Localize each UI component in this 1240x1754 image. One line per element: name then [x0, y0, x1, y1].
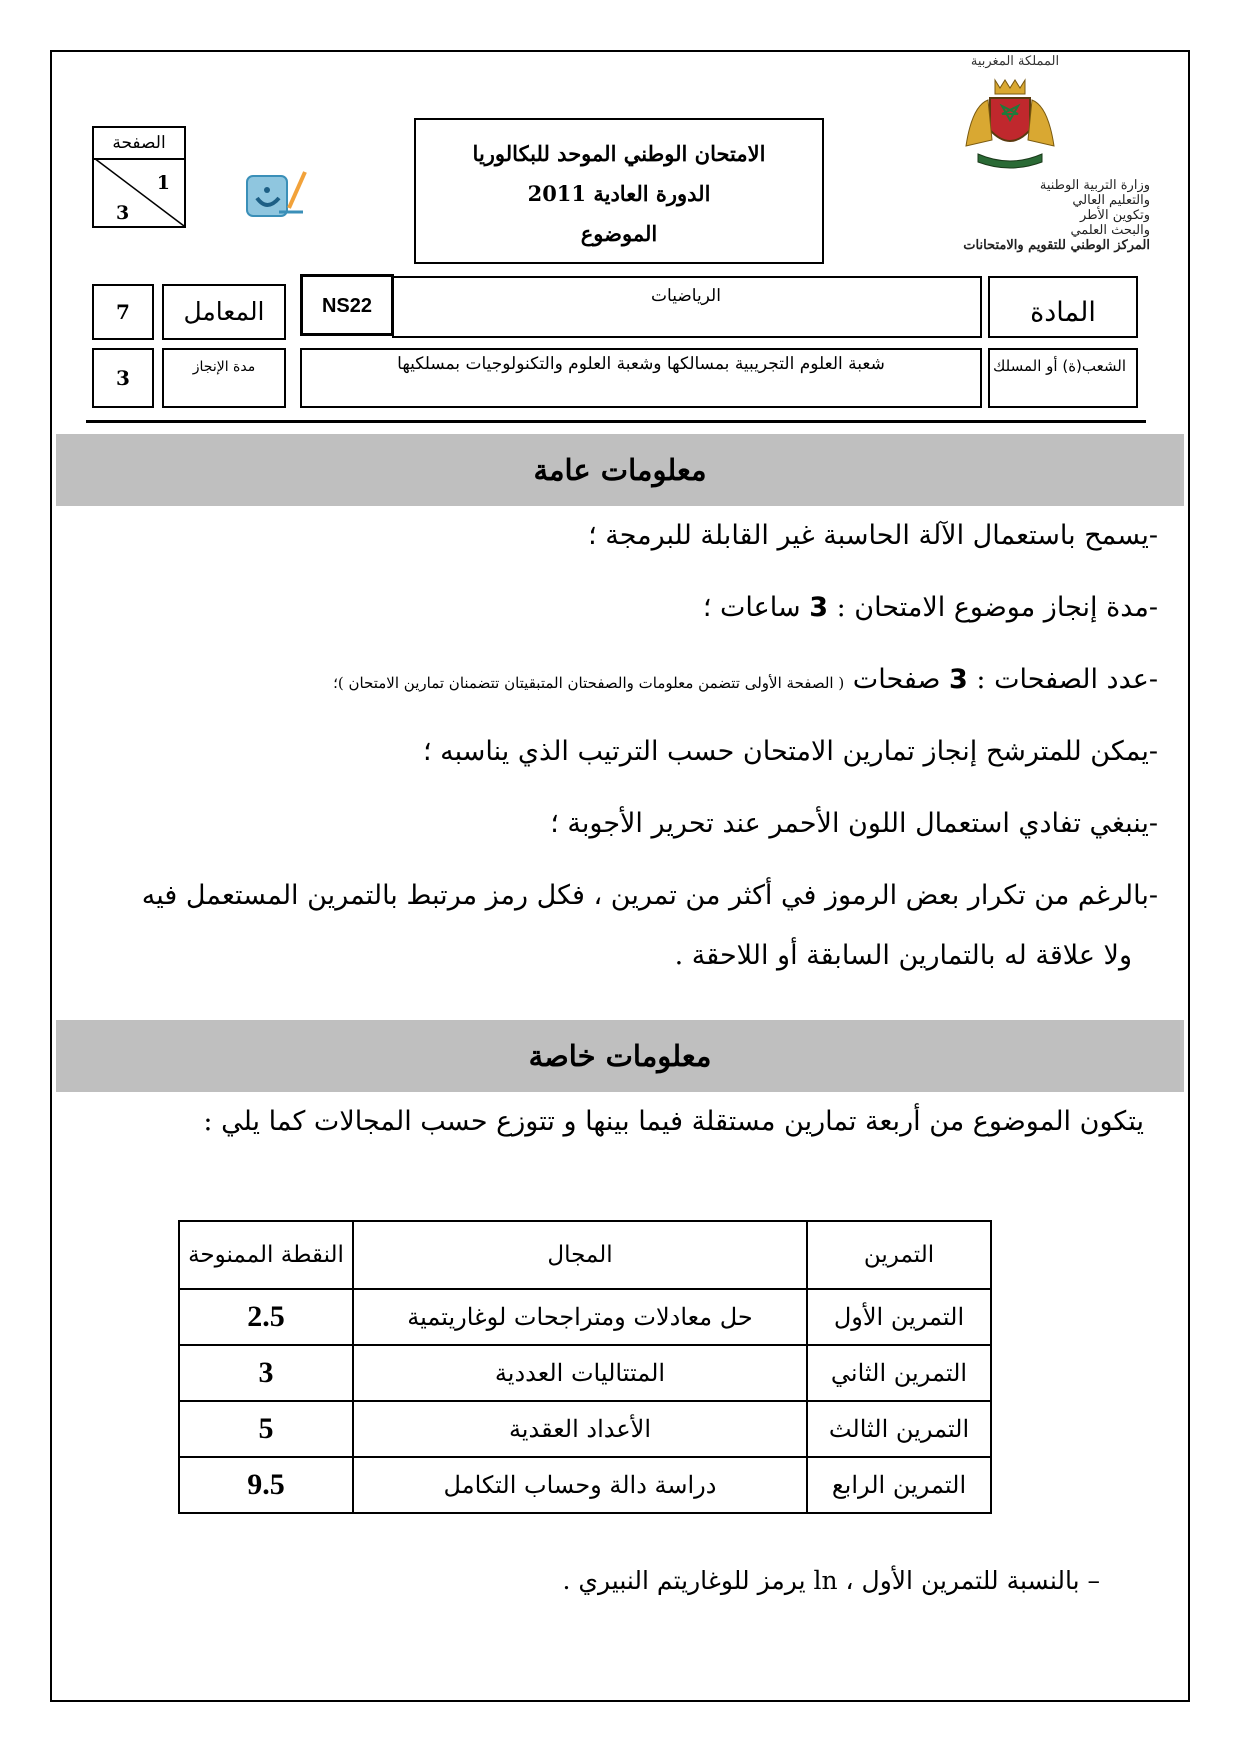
- special-info-heading: معلومات خاصة: [56, 1020, 1184, 1092]
- exercise-name: التمرين الأول: [807, 1289, 991, 1345]
- table-row: [179, 1457, 991, 1513]
- page-total: 3: [116, 202, 130, 224]
- item-text: -عدد الصفحات :: [967, 664, 1158, 695]
- diagonal-divider: [94, 158, 184, 226]
- exam-title-box: [414, 118, 824, 264]
- exam-title: الامتحان الوطني الموحد للبكالوريا: [472, 141, 766, 166]
- general-info-heading: معلومات عامة: [56, 434, 1184, 506]
- special-info-intro: يتكون الموضوع من أربعة تمارين مستقلة فيما بينها و تتوزع حسب المجالات كما يلي :: [203, 1106, 1144, 1137]
- exercise-points: 3: [179, 1345, 353, 1401]
- page-number-box: [92, 126, 186, 228]
- subject-label: المادة: [988, 276, 1138, 338]
- exercise-domain: المتتاليات العددية: [353, 1345, 807, 1401]
- streams-label: الشعب(ة) أو المسلك: [988, 348, 1138, 408]
- royal-crest-icon: [960, 76, 1060, 172]
- item-text: ساعات ؛: [702, 592, 810, 623]
- ministry-lines: [890, 178, 1150, 253]
- exam-subject-label: الموضوع: [580, 221, 658, 246]
- exercise-domain: الأعداد العقدية: [353, 1401, 807, 1457]
- coefficient-label: المعامل: [162, 284, 286, 340]
- item-text: صفحات: [852, 664, 950, 695]
- page-current: 1: [156, 172, 170, 194]
- table-row: [179, 1401, 991, 1457]
- general-info-item: -ينبغي تفادي استعمال اللون الأحمر عند تحرير الأجوبة ؛: [550, 808, 1158, 839]
- table-row: [179, 1289, 991, 1345]
- page-label: الصفحة: [94, 128, 184, 160]
- ministry-line: وتكوين الأطر: [1080, 208, 1150, 223]
- general-info-item: ولا علاقة له بالتمارين السابقة أو اللاحقة .: [674, 940, 1132, 971]
- ministry-line: وزارة التربية الوطنية: [1039, 178, 1150, 193]
- table-header: التمرين: [807, 1221, 991, 1289]
- item-text: -مدة إنجاز موضوع الامتحان :: [827, 592, 1158, 623]
- exercise-points: 5: [179, 1401, 353, 1457]
- header-separator: [86, 420, 1146, 423]
- subject-name: الرياضيات: [392, 276, 982, 338]
- table-row: [179, 1345, 991, 1401]
- item-bold: 3: [949, 664, 968, 695]
- exercise-domain: دراسة دالة وحساب التكامل: [353, 1457, 807, 1513]
- exam-code: NS22: [300, 274, 394, 336]
- table-header: النقطة الممنوحة: [179, 1221, 353, 1289]
- duration-value: 3: [92, 348, 154, 408]
- exercise-points: 9.5: [179, 1457, 353, 1513]
- general-info-item: [333, 664, 1158, 695]
- general-info-item: [703, 592, 1158, 623]
- exercise-name: التمرين الثالث: [807, 1401, 991, 1457]
- exam-center-logo-icon: [243, 168, 317, 226]
- duration-label: مدة الإنجاز: [162, 348, 286, 408]
- kingdom-name: المملكة المغربية: [970, 54, 1060, 69]
- item-note: ( الصفحة الأولى تتضمن معلومات والصفحتان المتبقيتان تتضمنان تمارين الامتحان )؛: [333, 674, 845, 692]
- exercise-name: التمرين الرابع: [807, 1457, 991, 1513]
- coefficient-value: 7: [92, 284, 154, 340]
- table-header-row: [179, 1221, 991, 1289]
- ministry-line: والتعليم العالي: [1072, 193, 1150, 208]
- streams: شعبة العلوم التجريبية بمسالكها وشعبة العلوم والتكنولوجيات بمسلكيها: [300, 348, 982, 408]
- ln-note: – بالنسبة للتمرين الأول ، ln يرمز للوغاريتم النبيري .: [562, 1566, 1100, 1595]
- exercise-name: التمرين الثاني: [807, 1345, 991, 1401]
- general-info-item: -بالرغم من تكرار بعض الرموز في أكثر من تمرين ، فكل رمز مرتبط بالتمرين المستعمل فيه: [141, 880, 1158, 911]
- general-info-item: -يمكن للمترشح إنجاز تمارين الامتحان حسب الترتيب الذي يناسبه ؛: [423, 736, 1158, 767]
- ministry-line: والبحث العلمي: [1070, 223, 1150, 238]
- item-bold: 3: [809, 592, 828, 623]
- ministry-header: [880, 54, 1150, 264]
- table-header: المجال: [353, 1221, 807, 1289]
- exercise-domain: حل معادلات ومتراجحات لوغاريتمية: [353, 1289, 807, 1345]
- exercises-table: [178, 1220, 992, 1514]
- exercise-points: 2.5: [179, 1289, 353, 1345]
- exam-session: الدورة العادية 2011: [527, 181, 711, 206]
- general-info-item: -يسمح باستعمال الآلة الحاسبة غير القابلة للبرمجة ؛: [588, 520, 1158, 551]
- ministry-line: المركز الوطني للتقويم والامتحانات: [963, 238, 1150, 253]
